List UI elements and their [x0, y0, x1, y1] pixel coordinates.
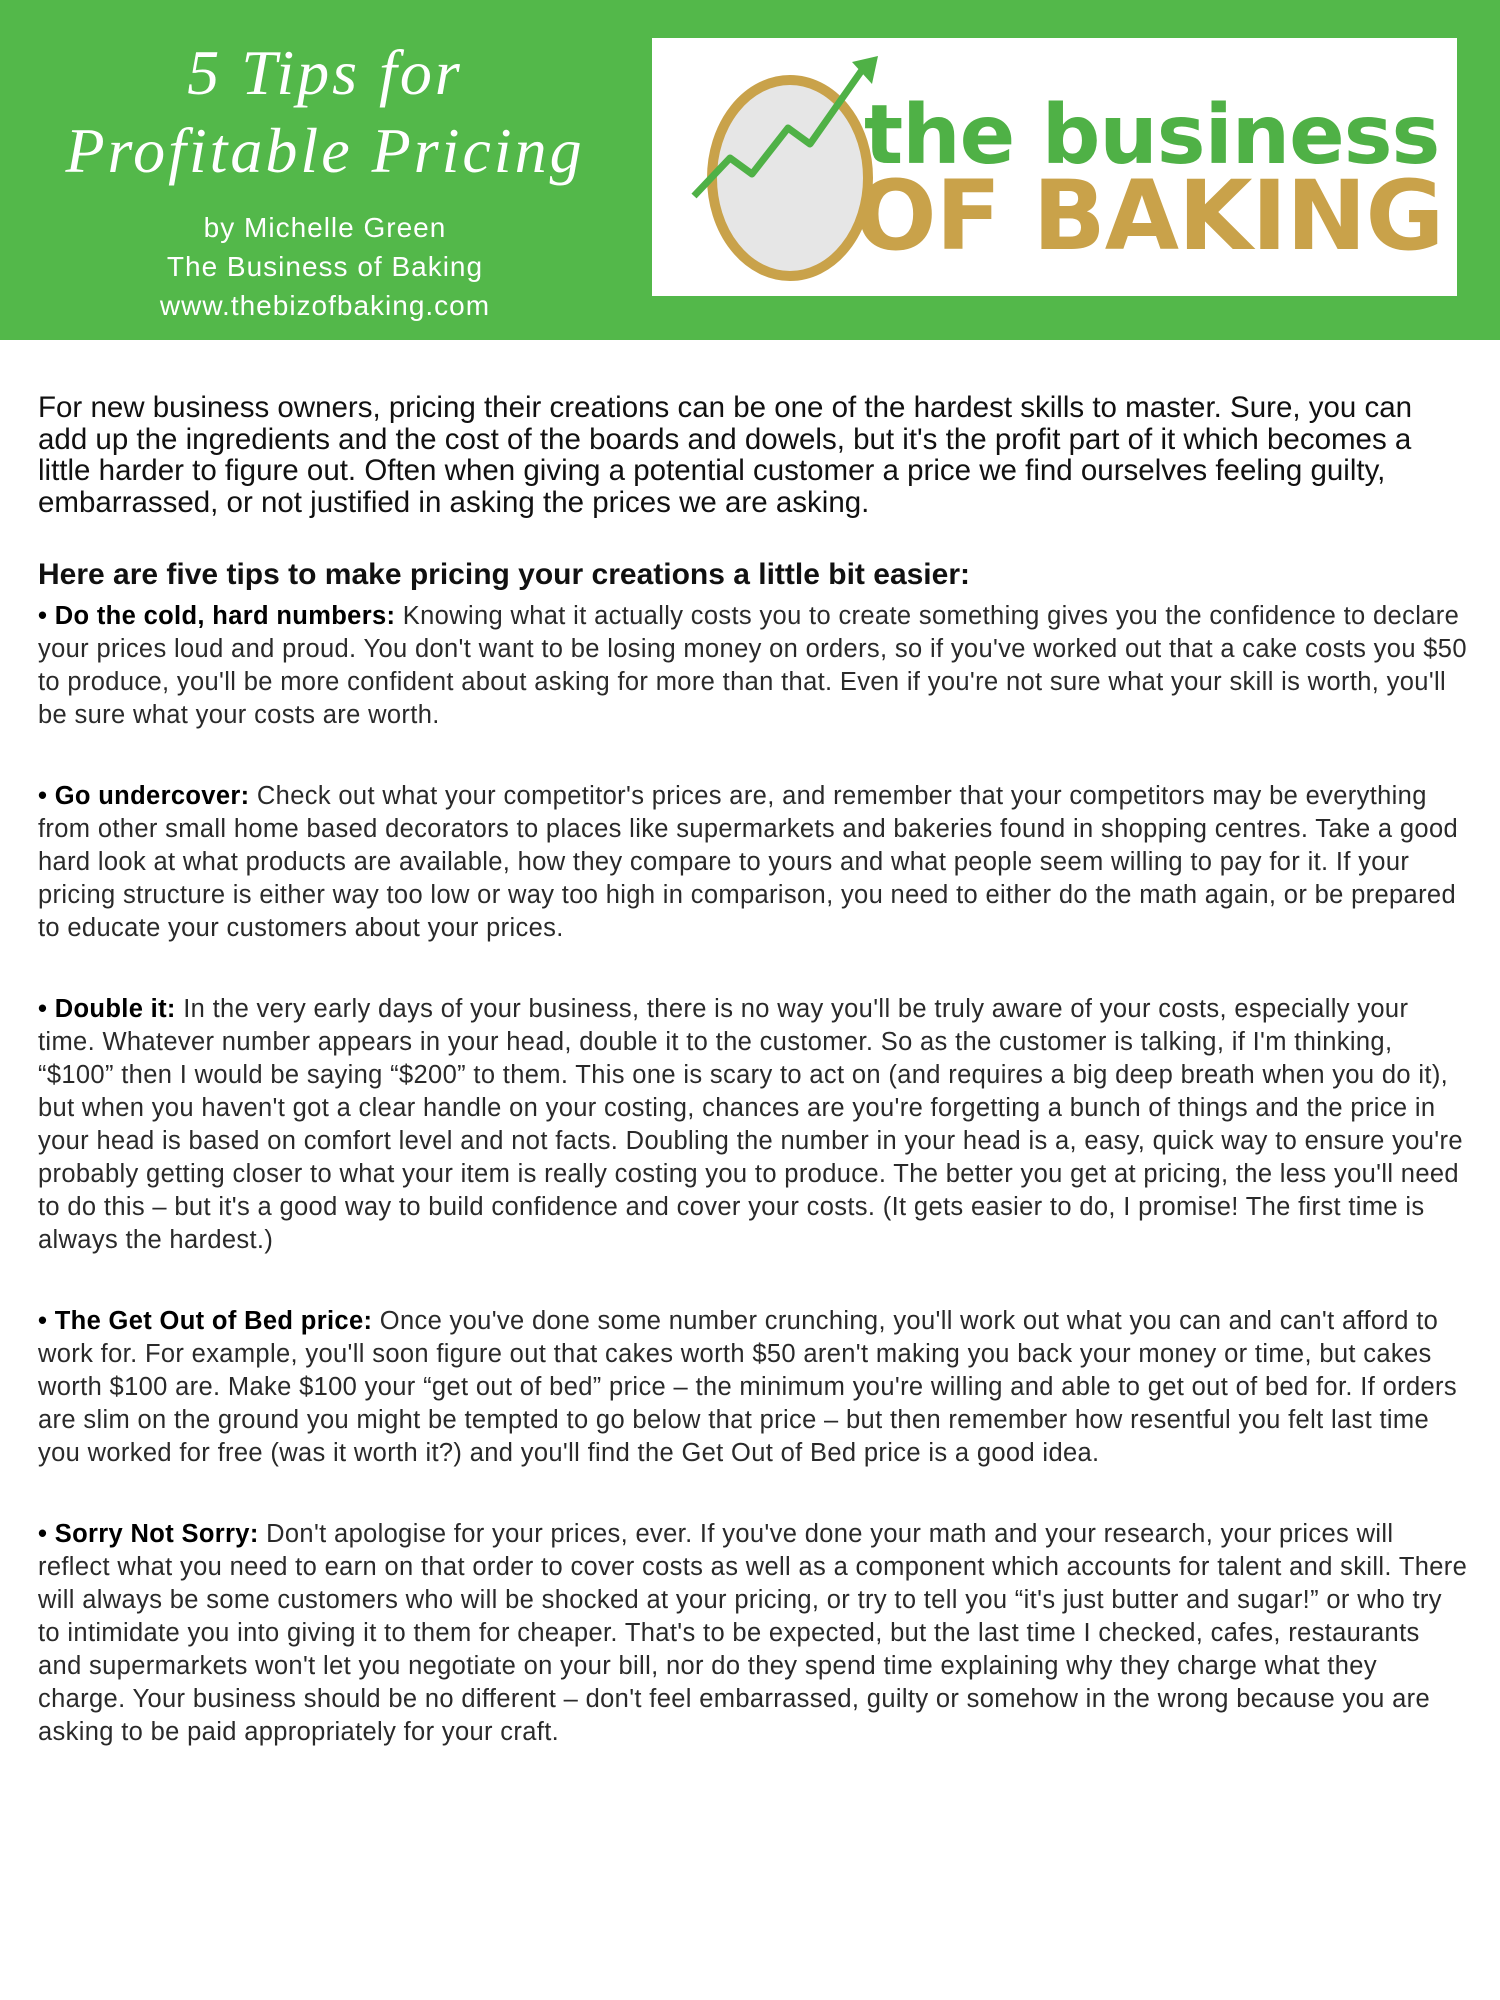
tips-heading: Here are five tips to make pricing your creations a little bit easier:: [38, 558, 970, 591]
tip-body: Once you've done some number crunching, you'll work out what you can and can't afford to work for. For example, you'll soon figure out that cakes worth $50 aren't making you back your money or time, but cakes worth $100 are. Make $100 your “get out of bed” price – the minimum you're willing and able to get out of bed for. If orders are slim on the ground you might be tempted to go below that price – but then remember how resentful you felt last time you worked for free (was it worth it?) and you'll find the Get Out of Bed price is a good idea.: [38, 1307, 1457, 1467]
website-url: www.thebizofbaking.com: [159, 290, 491, 321]
tip-body: Don't apologise for your prices, ever. If you've done your math and your research, your prices will reflect what you need to earn on that order to cover costs as well as a component which accounts for talent and skill. There will always be some customers who will be shocked at your pricing, or try to tell you “it's just butter and sugar!” or who try to intimidate you into giving it to them for cheaper. That's to be expected, but the last time I checked, cafes, restaurants and supermarkets won't let you negotiate on your bill, nor do they spend time explaining why they charge what they charge. Your business should be no different – don't feel embarrassed, guilty or somehow in the wrong because you are asking to be paid appropriately for your craft.: [38, 1520, 1468, 1746]
tip-title: • The Get Out of Bed price:: [38, 1307, 373, 1335]
tip-cold-hard-numbers: [38, 600, 1468, 732]
title-block: [0, 30, 650, 325]
article-body: [38, 392, 1468, 1797]
tip-double-it: [38, 993, 1468, 1257]
header-banner: [0, 0, 1500, 340]
author-byline: by Michelle Green: [203, 212, 447, 243]
tip-get-out-of-bed-price: [38, 1305, 1468, 1470]
tip-title: • Do the cold, hard numbers:: [38, 602, 396, 630]
tip-body: Check out what your competitor's prices are, and remember that your competitors may be everything from other small home based decorators to places like supermarkets and bakeries found in shopping centres. Take a good hard look at what products are available, how they compare to yours and what people seem willing to pay for it. If your pricing structure is either way too low or way too high in comparison, you need to either do the math again, or be prepared to educate your customers about your prices.: [38, 782, 1459, 942]
title-line-2: Profitable Pricing: [65, 115, 585, 186]
tip-sorry-not-sorry: [38, 1518, 1468, 1749]
company-name: The Business of Baking: [166, 251, 484, 282]
tip-title: • Double it:: [38, 995, 176, 1023]
tip-go-undercover: [38, 780, 1468, 945]
tip-body: Knowing what it actually costs you to create something gives you the confidence to declare your prices loud and proud. You don't want to be losing money on orders, so if you've worked out that a cake costs you $50 to produce, you'll be more confident about asking for more than that. Even if you're not sure what your skill is worth, you'll be sure what your costs are worth.: [38, 602, 1467, 729]
tip-title: • Sorry Not Sorry:: [38, 1520, 259, 1548]
tip-title: • Go undercover:: [38, 782, 250, 810]
logo-text-line-1: the business: [864, 88, 1440, 183]
tip-body: In the very early days of your business, there is no way you'll be truly aware of your costs, especially your time. Whatever number appears in your head, double it to the customer. So as the customer is talking, if I'm thinking, “$100” then I would be saying “$200” to them. This one is scary to act on (and requires a big deep breath when you do it), but when you haven't got a clear handle on your costing, chances are you're forgetting a bunch of things and the price in your head is based on comfort level and not facts. Doubling the number in your head is a, easy, quick way to ensure you're probably getting closer to what your item is really costing you to produce. The better you get at pricing, the less you'll need to do this – but it's a good way to build confidence and cover your costs. (It gets easier to do, I promise! The first time is always the hardest.): [38, 995, 1463, 1254]
title-line-1: 5 Tips for: [187, 37, 463, 108]
intro-paragraph: For new business owners, pricing their creations can be one of the hardest skills to master. Sure, you can add up the ingredients and the cost of the boards and dowels, but it's the profit part of it which becomes a little harder to figure out. Often when giving a potential customer a price we find ourselves feeling guilty, embarrassed, or not justified in asking the prices we are asking.: [38, 391, 1413, 519]
brand-logo: [652, 38, 1457, 296]
logo-text-line-2: OF BAKING: [855, 160, 1444, 272]
